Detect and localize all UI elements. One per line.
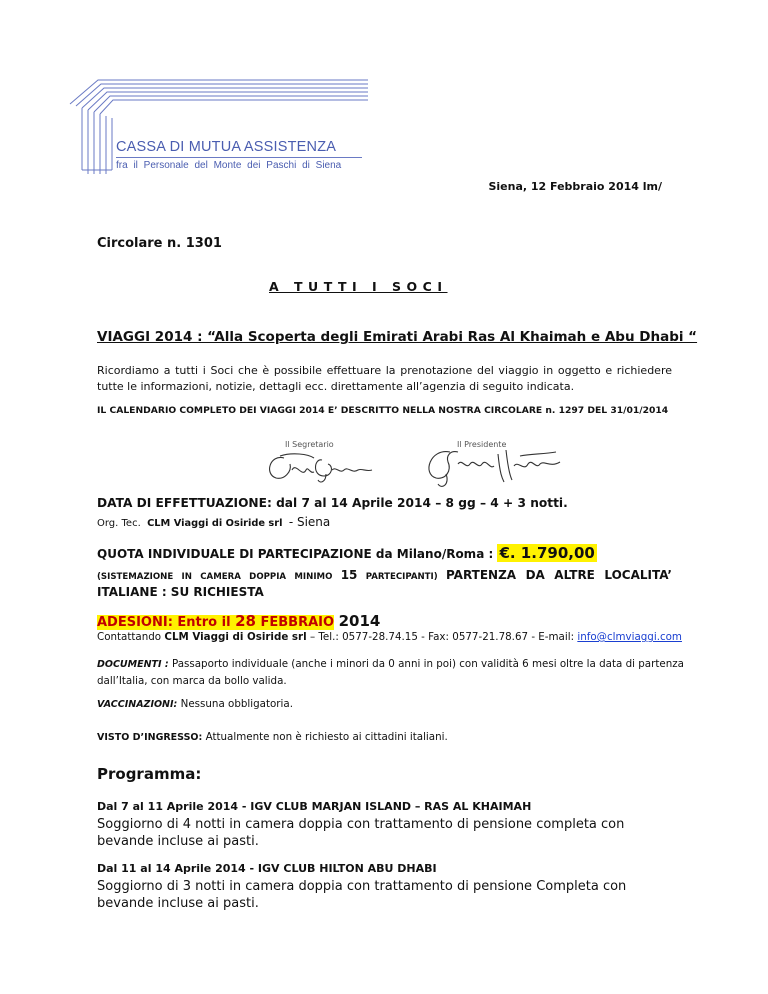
deadline-month: FEBBRAIO — [260, 615, 335, 630]
secretary-label: Il Segretario — [285, 440, 334, 449]
price-value: €. 1.790,00 — [499, 544, 595, 562]
program-title: Programma: — [97, 765, 202, 783]
visa-text: Attualmente non è richiesto ai cittadini italiani. — [205, 731, 448, 743]
trip-dates: DATA DI EFFETTUAZIONE: dal 7 al 14 Aprile 2014 – 8 gg – 4 + 3 notti. — [97, 496, 568, 510]
vaccinations-text: Nessuna obbligatoria. — [180, 698, 293, 710]
contact-email-link[interactable]: info@clmviaggi.com — [577, 631, 682, 643]
contact-agency: CLM Viaggi di Osiride srl — [164, 631, 307, 643]
president-signature — [420, 444, 570, 492]
logo-divider — [116, 157, 362, 158]
subject-heading: VIAGGI 2014 : “Alla Scoperta degli Emirati Arabi Ras Al Khaimah e Abu Dhabi “ — [97, 329, 698, 345]
departure-note: PARTENZA DA ALTRE LOCALITA’ ITALIANE : SU RICHIESTA — [97, 568, 672, 599]
secretary-signature — [262, 448, 382, 488]
logo-subtitle: fra il Personale del Monte dei Paschi di Siena — [116, 160, 342, 171]
organizer-city: - Siena — [288, 515, 331, 529]
president-label: Il Presidente — [457, 440, 507, 449]
deadline-year: 2014 — [338, 612, 381, 630]
deadline-label: ADESIONI: Entro il — [97, 615, 231, 630]
program-item-heading: Dal 7 al 11 Aprile 2014 - IGV CLUB MARJAN ISLAND – RAS AL KHAIMAH — [97, 800, 532, 813]
program-item-heading: Dal 11 al 14 Aprile 2014 - IGV CLUB HILTON ABU DHABI — [97, 862, 437, 875]
accommodation-part2: PARTECIPANTI) — [365, 572, 438, 582]
deadline-day: 28 — [235, 612, 256, 630]
circular-number: Circolare n. 1301 — [97, 236, 222, 251]
visa-section — [97, 731, 448, 743]
program-item-text: Soggiorno di 3 notti in camera doppia con trattamento di pensione Completa con bevande incluse ai pasti. — [97, 879, 627, 911]
visa-label: VISTO D’INGRESSO: — [97, 732, 203, 743]
contact-line — [97, 631, 682, 643]
registration-deadline — [97, 612, 380, 630]
organizer-prefix: Org. Tec. — [97, 518, 141, 529]
logo-title: CASSA DI MUTUA ASSISTENZA — [116, 139, 337, 155]
deadline-highlight — [97, 612, 335, 630]
price-label: QUOTA INDIVIDUALE DI PARTECIPAZIONE da Milano/Roma : — [97, 547, 494, 561]
calendar-note: IL CALENDARIO COMPLETO DEI VIAGGI 2014 E’ DESCRITTO NELLA NOSTRA CIRCOLARE n. 1297 DEL 31/01/2014 — [97, 405, 669, 416]
accommodation-note — [97, 568, 672, 602]
intro-paragraph: Ricordiamo a tutti i Soci che è possibile effettuare la prenotazione del viaggio in oggetto e richiedere tutte le informazioni, notizie, dettagli ecc. direttamente all’agenzia di seguito indicata. — [97, 364, 672, 393]
organizer — [97, 515, 330, 529]
recipients-heading: A TUTTI I SOCI — [269, 279, 448, 294]
documents-section — [97, 656, 687, 689]
vaccinations-label: VACCINAZIONI: — [97, 699, 178, 710]
dateline: Siena, 12 Febbraio 2014 lm/ — [488, 180, 662, 193]
organizer-name: CLM Viaggi di Osiride srl — [147, 518, 283, 529]
vaccinations-section — [97, 698, 293, 710]
contact-prefix: Contattando — [97, 631, 162, 643]
min-participants: 15 — [340, 568, 358, 582]
documents-label: DOCUMENTI : — [97, 659, 169, 670]
program-item-text: Soggiorno di 4 notti in camera doppia con trattamento di pensione completa con bevande incluse ai pasti. — [97, 817, 625, 849]
documents-text: Passaporto individuale (anche i minori da 0 anni in poi) con validità 6 mesi oltre la data di partenza dall’Italia, con marca da bollo valida. — [97, 658, 684, 687]
price-line — [97, 544, 597, 562]
contact-details: – Tel.: 0577-28.74.15 - Fax: 0577-21.78.67 - E-mail: — [309, 631, 575, 643]
accommodation-part1: (SISTEMAZIONE IN CAMERA DOPPIA MINIMO — [97, 572, 333, 582]
